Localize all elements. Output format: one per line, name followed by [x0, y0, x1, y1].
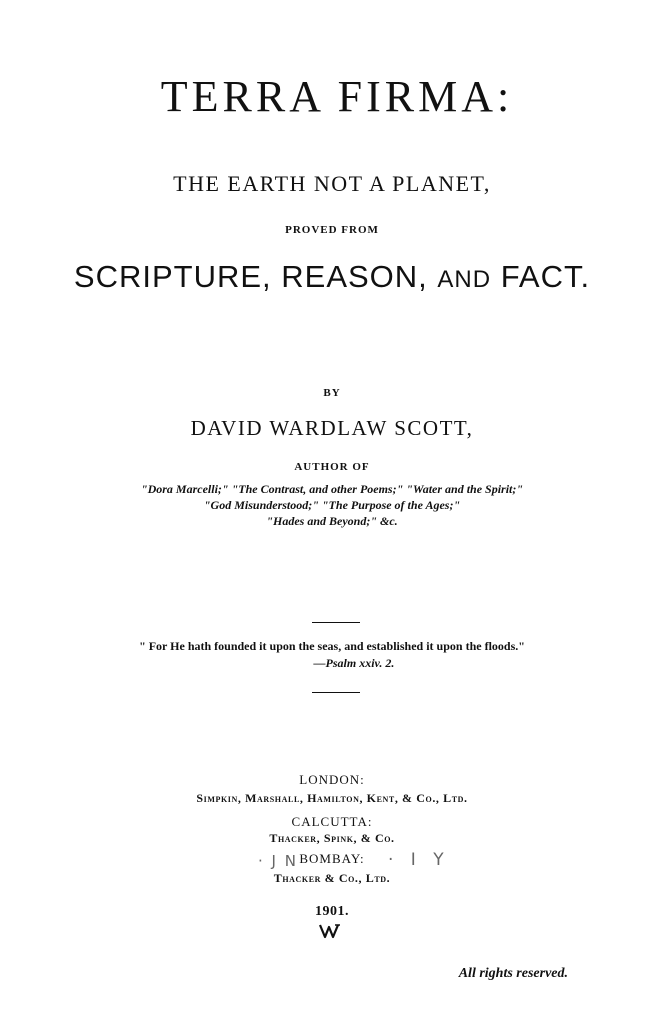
publication-year: 1901. — [315, 904, 349, 919]
scripture-reason-fact-line — [0, 258, 664, 299]
book-subtitle: THE EARTH NOT A PLANET, — [173, 171, 491, 196]
works-line: "Hades and Beyond;" &c. — [266, 514, 398, 528]
ornament-mark-icon — [318, 922, 342, 940]
imprint-publisher-london: Simpkin, Marshall, Hamilton, Kent, & Co., Ltd. — [196, 791, 468, 805]
imprint-publisher-bombay: Thacker & Co., Ltd. — [273, 871, 391, 885]
epigraph-citation: —Psalm xxiv. 2. — [313, 656, 395, 670]
works-line: "Dora Marcelli;" "The Contrast, and other Poems;" "Water and the Spirit;" — [140, 482, 524, 496]
proved-from-label: PROVED FROM — [285, 224, 379, 236]
library-stamp-mark-left: · J N — [258, 852, 298, 870]
and-word: AND — [437, 266, 492, 293]
works-line: "God Misunderstood;" "The Purpose of the Ages;" — [203, 498, 461, 512]
imprint-city-london: LONDON: — [299, 772, 365, 787]
scripture-reason-text: SCRIPTURE, REASON, — [73, 259, 438, 294]
book-title: TERRA FIRMA: — [160, 72, 514, 121]
fact-text: FACT. — [491, 259, 591, 294]
author-name: DAVID WARDLAW SCOTT, — [190, 416, 474, 440]
library-stamp-mark-right: · I Y — [388, 850, 450, 870]
divider-rule — [312, 622, 360, 623]
by-label: BY — [323, 387, 341, 399]
rights-reserved-notice: All rights reserved. — [458, 966, 568, 981]
imprint-city-bombay: BOMBAY: — [299, 851, 365, 866]
epigraph-quote: " For He hath founded it upon the seas, and established it upon the floods." — [139, 639, 525, 653]
divider-rule — [312, 692, 360, 693]
author-of-label: AUTHOR OF — [294, 461, 370, 473]
imprint-publisher-calcutta: Thacker, Spink, & Co. — [269, 831, 395, 845]
imprint-city-calcutta: CALCUTTA: — [291, 814, 373, 829]
